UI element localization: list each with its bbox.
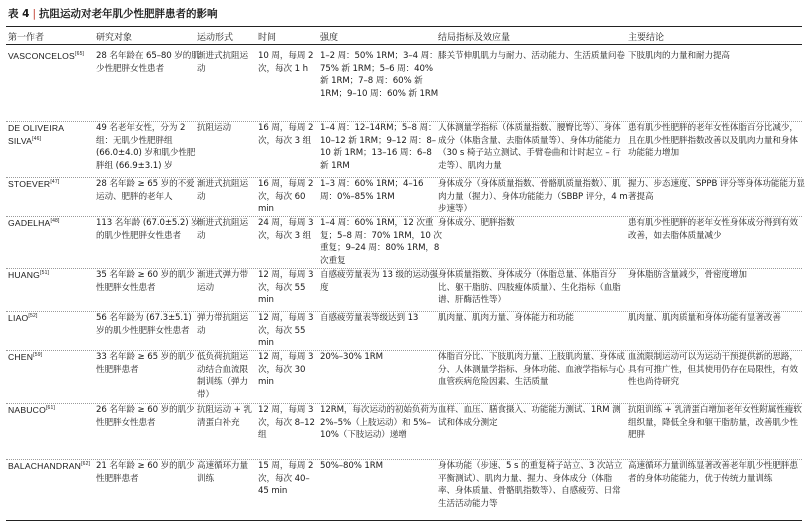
row-intensity: 1–4 周：60% 1RM，12 次重复；5–8 周：70% 1RM，10 次重复；9–24 周：80% 1RM，8 次重复	[320, 218, 442, 266]
table-row	[6, 268, 802, 311]
header-author: 第一作者	[8, 33, 45, 43]
row-intensity: 50%–80% 1RM	[320, 461, 383, 471]
header-subject: 研究对象	[96, 33, 133, 43]
row-subject: 28 名年龄 ≥ 65 岁的不爱运动、肥胖的老年人	[96, 179, 195, 202]
table-row	[6, 121, 802, 174]
row-author: LIAO[52]	[8, 313, 38, 323]
row-time: 24 周，每周 3 次，每次 3 组	[258, 218, 314, 241]
row-outcome: 人体测量学指标（体质量指数、腰臀比等）、身体成分（体脂含量、去脂体质量等）、身体功能能力（30 s 椅子站立测试、手臂卷曲和计时起立 – 行走等）、肌肉力量	[438, 123, 621, 171]
header-outcome: 结局指标及效应量	[438, 33, 511, 43]
row-subject: 113 名年龄 (67.0±5.2) 岁的肌少性肥胖女性患者	[96, 218, 200, 241]
row-intensity: 12RM，每次运动的初始负荷为 2%–5%（上肢运动）和 5%–10%（下肢运动）递增	[320, 405, 438, 441]
row-outcome: 血样、血压、膳食摄入、功能能力测试、1RM 测试和体成分测定	[438, 405, 621, 428]
reference-superscript: [59]	[33, 352, 43, 359]
table-top-rule	[6, 26, 802, 27]
row-conclusion: 高速循环力量训练显著改善老年肌少性肥胖患者的身体功能能力，优于传统力量训练	[628, 461, 798, 484]
table-number: 表 4	[8, 8, 30, 20]
header-conclusion: 主要结论	[628, 33, 665, 43]
table-row	[6, 50, 802, 114]
row-time: 15 周，每周 2 次，每次 40–45 min	[258, 461, 314, 497]
row-outcome: 身体功能（步速、5 s 的重复椅子站立、3 次站立平衡测试）、肌肉力量、握力、身体成分（体脂率、身体质量、骨骼肌指数等）、自感疲劳、日常生活活动能力等	[438, 461, 623, 509]
reference-superscript: [47]	[50, 179, 60, 186]
row-form: 渐进式抗阻运动	[197, 51, 248, 74]
row-outcome: 肌肉量、肌肉力量、身体能力和功能	[438, 313, 574, 323]
row-author: BALACHANDRAN[62]	[8, 461, 91, 471]
row-subject: 33 名年龄 ≥ 65 岁的肌少性肥胖患者	[96, 352, 195, 375]
table-row	[6, 216, 802, 269]
row-conclusion: 抗阻训练 + 乳清蛋白增加老年女性附属性瘦软组织量，降低全身和躯干脂肪量，改善肌少性肥胖	[628, 405, 802, 441]
row-subject: 49 名老年女性，分为 2 组：无肌少性肥胖组 (66.0±4.0) 岁和肌少性肥胖组 (66.9±3.1) 岁	[96, 123, 196, 171]
reference-superscript: [65]	[75, 51, 85, 58]
row-conclusion: 握力、步态速度、SPPB 评分等身体功能能力显著提高	[628, 179, 805, 202]
table-row	[6, 177, 805, 216]
row-author: VASCONCELOS[65]	[8, 51, 85, 61]
row-author: DE OLIVEIRA SILVA[46]	[8, 123, 64, 146]
row-form: 渐进式抗阻运动	[197, 179, 248, 202]
reference-superscript: [61]	[45, 405, 56, 412]
row-author: GADELHA[48]	[8, 218, 60, 228]
row-time: 16 周，每周 2 次，每次 60 min	[258, 179, 314, 215]
row-subject: 26 名年龄 ≥ 60 岁的肌少性肥胖女性患者	[96, 405, 195, 428]
row-form: 低负荷抗阻运动结合血流限制训练（弹力带）	[197, 352, 248, 400]
table-row	[6, 403, 802, 456]
row-intensity: 1–3 周：60% 1RM；4–16 周：0%–85% 1RM	[320, 179, 424, 202]
row-time: 12 周，每周 3 次，每次 55 min	[258, 270, 314, 306]
row-intensity: 自感疲劳量表等级达到 13	[320, 313, 419, 323]
row-subject: 21 名年龄 ≥ 60 岁的肌少性肥胖患者	[96, 461, 195, 484]
row-form: 渐进式抗阻运动	[197, 218, 248, 241]
row-intensity: 1–4 周：12–14RM；5–8 周：10–12 新 1RM；9–12 周：8–10 新 1RM；13–16 周：6–8 新 1RM	[320, 123, 437, 171]
reference-superscript: [52]	[28, 313, 38, 320]
row-time: 12 周，每周 3 次，每次 30 min	[258, 352, 314, 388]
row-outcome: 膝关节伸肌肌力与耐力、活动能力、生活质量问卷	[438, 51, 625, 61]
table-title: 抗阻运动对老年肌少性肥胖患者的影响	[39, 8, 218, 20]
row-form: 抗阻运动	[197, 123, 231, 133]
row-time: 16 周，每周 2 次，每次 3 组	[258, 123, 314, 146]
row-author: NABUCO[61]	[8, 405, 56, 415]
row-time: 10 周，每周 2 次，每次 1 h	[258, 51, 314, 74]
table-row	[6, 459, 802, 520]
row-intensity: 20%–30% 1RM	[320, 352, 383, 362]
caption-separator: |	[32, 8, 37, 20]
row-outcome: 身体质量指数、身体成分（体脂总量、体脂百分比、躯干脂肪、四肢瘦体质量）、生化指标（血脂谱、肝酶活性等）	[438, 270, 621, 306]
row-conclusion: 患有肌少性肥胖的老年女性身体成分得到有效改善，如去脂体质量减少	[628, 218, 798, 241]
row-time: 12 周，每周 3 次，每次 55 min	[258, 313, 314, 349]
row-subject: 35 名年龄 ≥ 60 岁的肌少性肥胖女性患者	[96, 270, 195, 293]
row-conclusion: 身体脂肪含量减少，骨密度增加	[628, 270, 747, 280]
row-form: 渐进式弹力带运动	[197, 270, 248, 293]
row-author: STOEVER[47]	[8, 179, 60, 189]
header-intensity: 强度	[320, 33, 339, 43]
reference-superscript: [48]	[50, 218, 60, 225]
row-outcome: 身体成分、肥胖指数	[438, 218, 515, 228]
row-form: 高速循环力量训练	[197, 461, 248, 484]
row-subject: 56 名年龄为 (67.3±5.1) 岁的肌少性肥胖女性患者	[96, 313, 192, 336]
reference-superscript: [62]	[81, 461, 91, 468]
row-form: 弹力带抗阻运动	[197, 313, 248, 336]
row-conclusion: 血流限制运动可以为运动干预提供新的思路，具有可推广性，但其使用仍存在局限性，有效性也尚待研究	[628, 352, 798, 388]
table-header-rule	[6, 44, 802, 45]
row-author: HUANG[51]	[8, 270, 50, 280]
reference-superscript: [46]	[32, 135, 42, 142]
table-row	[6, 311, 802, 350]
header-time: 时间	[258, 33, 277, 43]
row-author: CHEN[59]	[8, 352, 43, 362]
row-subject: 28 名年龄在 65–80 岁的肌少性肥胖女性患者	[96, 51, 200, 74]
header-form: 运动形式	[197, 33, 234, 43]
reference-superscript: [51]	[40, 270, 50, 277]
row-outcome: 体脂百分比、下肢肌肉力量、上肢肌肉量、身体成分、人体测量学指标、身体功能、血液学指标与心血管疾病危险因素、生活质量	[438, 352, 625, 388]
row-intensity: 1–2 周：50% 1RM；3–4 周：75% 新 1RM；5–6 周：40% 新 1RM；7–8 周：60% 新 1RM；9–10 周：60% 新 1RM	[320, 51, 439, 99]
table-bottom-rule	[6, 520, 802, 521]
row-time: 12 周，每周 3 次，每次 8–12 组	[258, 405, 315, 441]
row-outcome: 身体成分（身体质量指数、骨骼肌质量指数）、肌肉力量（握力）、身体功能能力（SBBP 评分，4 m 步速等）	[438, 179, 628, 215]
row-form: 抗阻运动 + 乳清蛋白补充	[197, 405, 252, 428]
row-conclusion: 肌肉量、肌肉质量和身体功能有显著改善	[628, 313, 781, 323]
row-conclusion: 下肢肌肉的力量和耐力提高	[628, 51, 730, 61]
table-row	[6, 350, 802, 403]
table-caption	[8, 6, 218, 21]
row-conclusion: 患有肌少性肥胖的老年女性体脂百分比减少，且在肌少性肥胖指数改善以及肌肉力量和身体功能能力增加	[628, 123, 798, 159]
row-intensity: 自感疲劳量表为 13 级的运动强度	[320, 270, 438, 293]
